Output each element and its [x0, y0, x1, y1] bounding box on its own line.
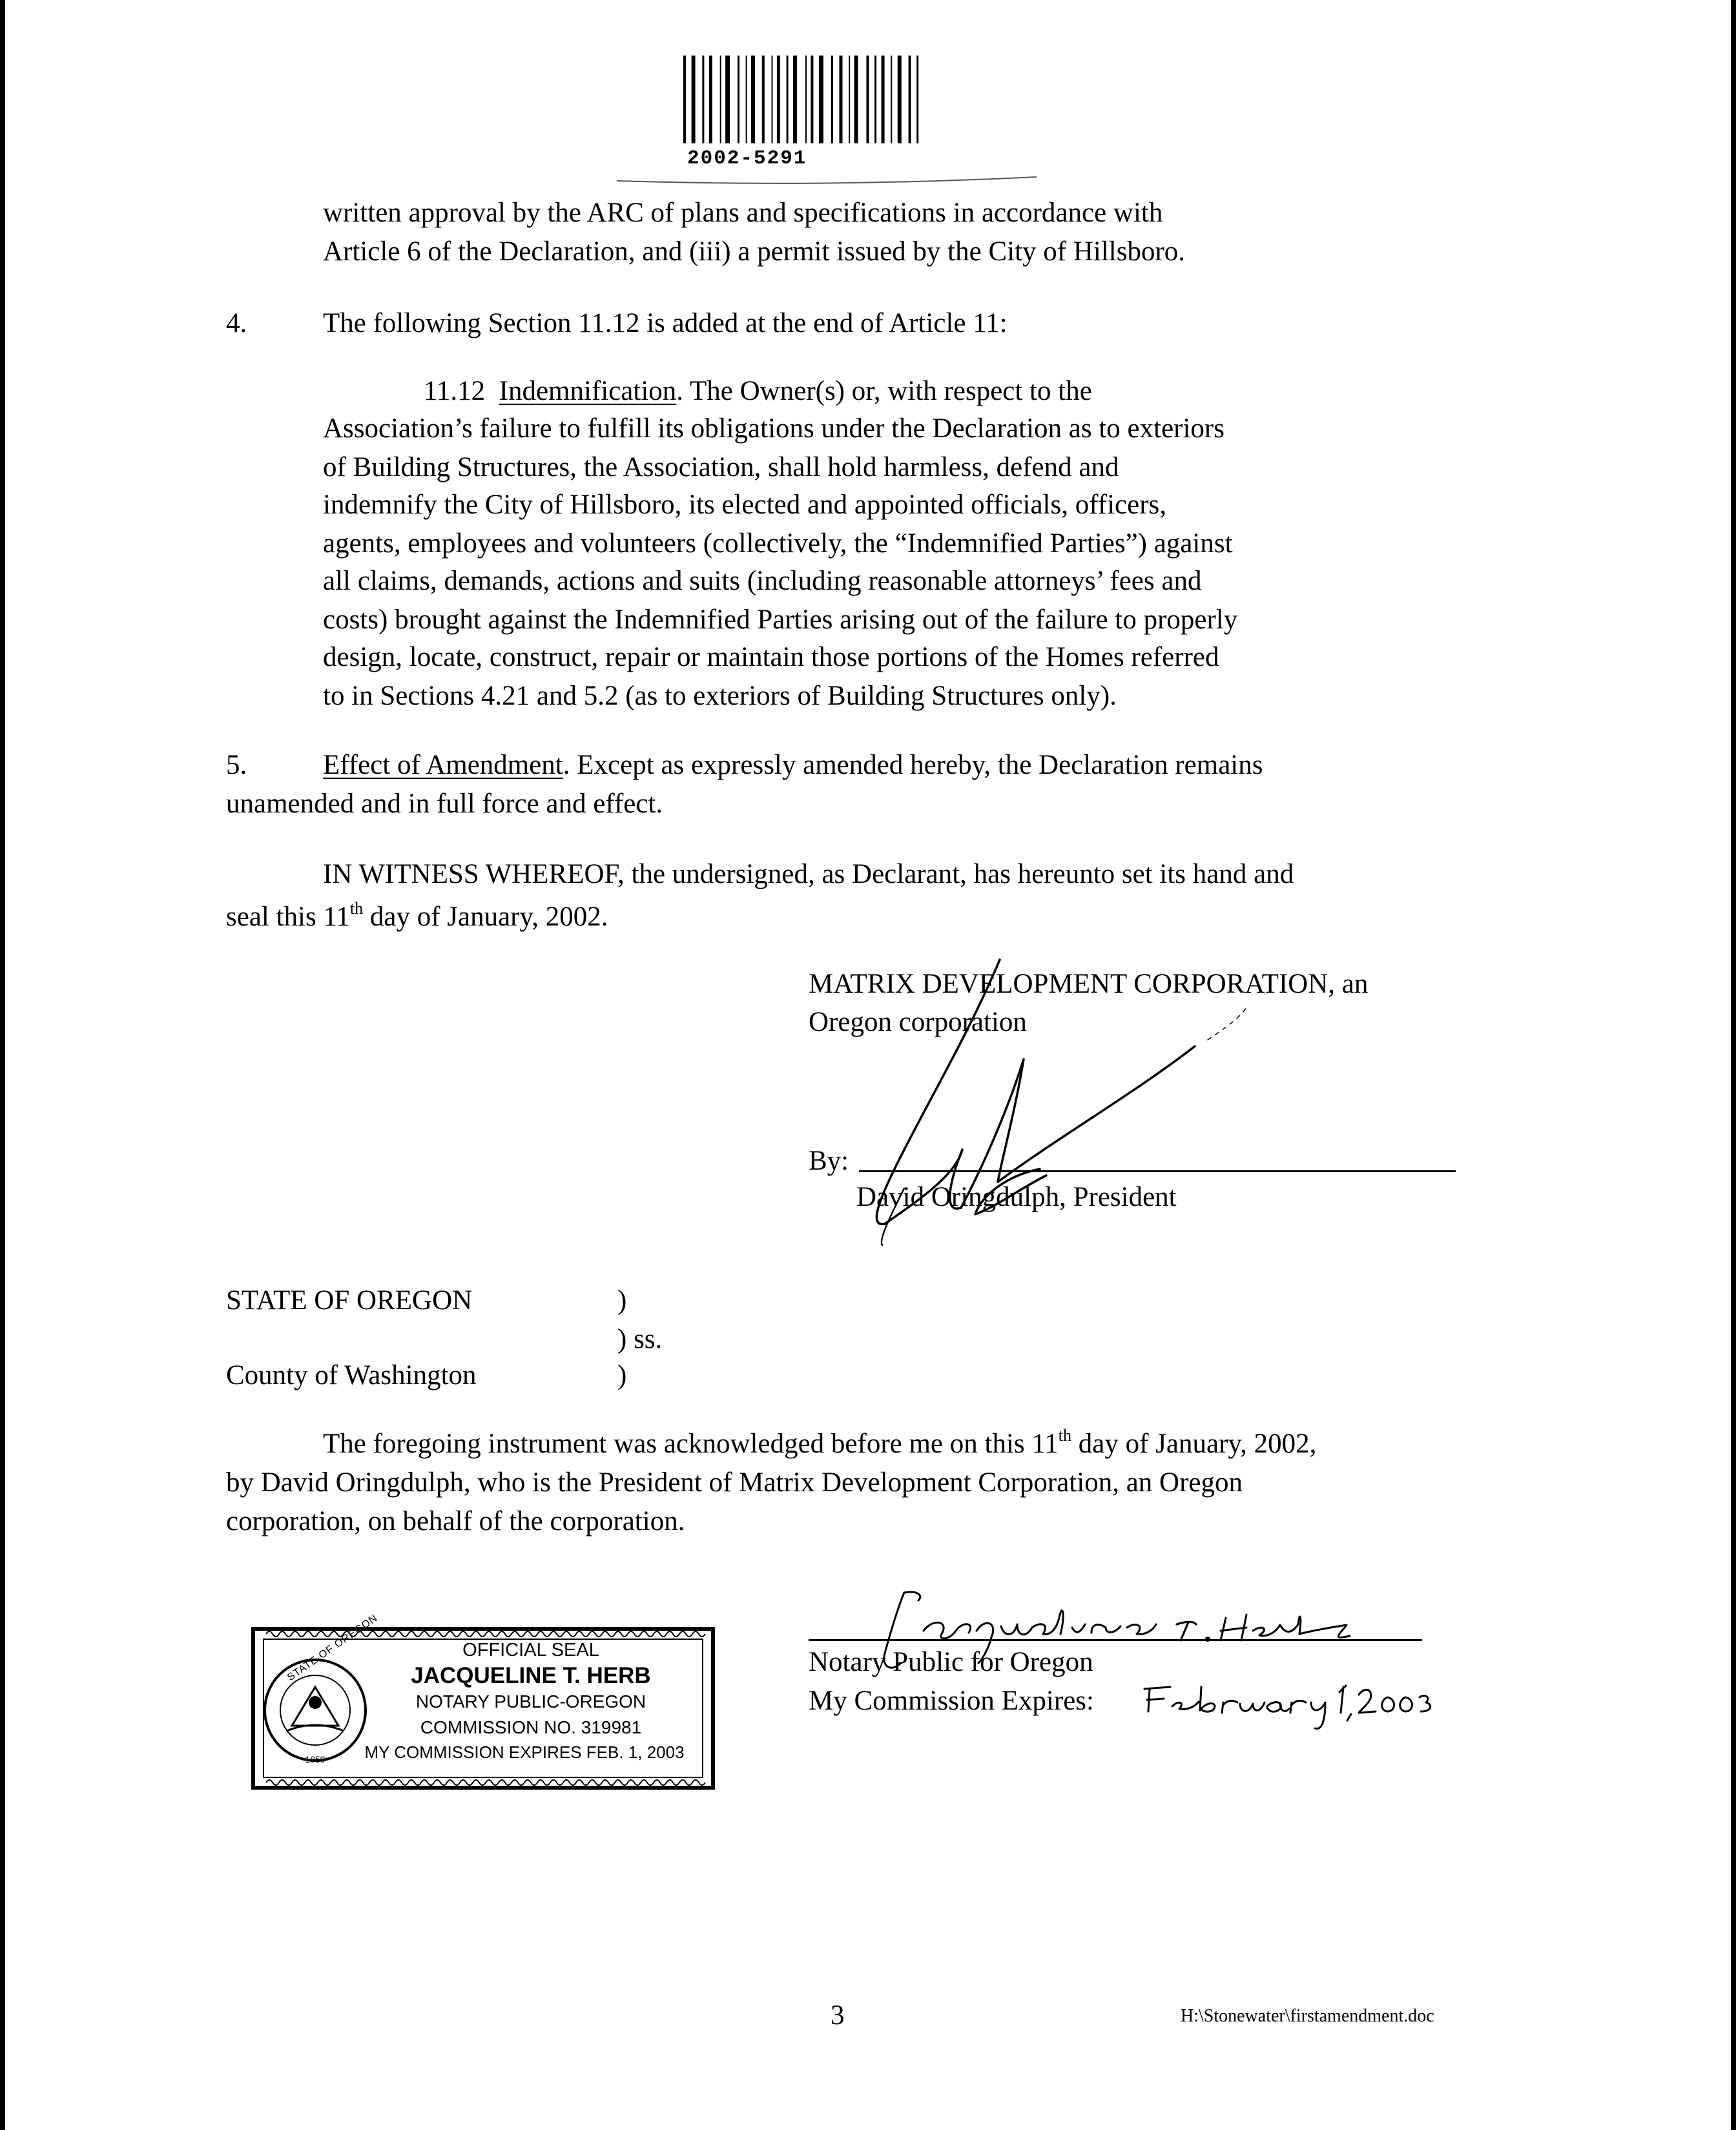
barcode-bar — [898, 56, 902, 143]
barcode-bar — [738, 56, 739, 143]
seal-emblem-text: STATE OF OREGON — [285, 1612, 380, 1684]
barcode-number: 2002-5291 — [687, 147, 807, 170]
item-5-first-line-rest: . Except as expressly amended hereby, the Declaration remains — [563, 750, 1263, 780]
section-line: Association’s failure to fulfill its obligations under the Declaration as to exteriors — [323, 413, 1224, 444]
barcode-bar — [819, 56, 823, 143]
barcode-bar — [916, 56, 918, 143]
item-5-line-2: unamended and in full force and effect. — [226, 789, 663, 819]
barcode-bar — [683, 56, 686, 143]
item-4-number: 4. — [226, 308, 247, 338]
barcode-bar — [725, 56, 730, 143]
venue-ss: ) ss. — [617, 1324, 663, 1354]
seal-emblem-year: 1859 — [305, 1754, 326, 1764]
seal-name: JACQUELINE T. HERB — [411, 1663, 651, 1688]
barcode-bar — [909, 56, 911, 143]
seal-line-4: COMMISSION NO. 319981 — [420, 1717, 642, 1737]
barcode-bar — [720, 56, 721, 143]
acknowledgment-line-3: corporation, on behalf of the corporation. — [226, 1506, 685, 1536]
barcode-bar — [840, 56, 843, 143]
barcode-bar — [793, 56, 797, 143]
barcode-bar — [811, 56, 813, 143]
barcode-bar — [831, 56, 833, 143]
item-4-text: The following Section 11.12 is added at the end of Article 11: — [323, 308, 1008, 338]
section-line: all claims, demands, actions and suits (including reasonable attorneys’ fees and — [323, 566, 1202, 596]
barcode-bar — [854, 56, 858, 143]
notary-seal — [247, 1612, 719, 1794]
corporation-line-2: Oregon corporation — [809, 1007, 1027, 1037]
venue-state: STATE OF OREGON — [226, 1285, 473, 1316]
acknowledgment-line-2: by David Oringdulph, who is the President of Matrix Development Corporation, an Oregon — [226, 1467, 1243, 1498]
section-first-line-rest: . The Owner(s) or, with respect to the — [676, 376, 1092, 406]
footer-file-path: H:\Stonewater\firstamendment.doc — [1181, 2006, 1434, 2026]
barcode-bar — [787, 56, 789, 143]
notary-title: Notary Public for Oregon — [809, 1647, 1093, 1677]
barcode-bar — [751, 56, 755, 143]
item-5-first-line — [323, 746, 1263, 785]
notary-signature-line — [809, 1639, 1422, 1641]
venue-paren-top: ) — [617, 1285, 627, 1316]
witness-line-2: seal this 11th day of January, 2002. — [226, 899, 608, 932]
section-line: to in Sections 4.21 and 5.2 (as to exteriors of Building Structures only). — [323, 681, 1117, 711]
item-5-title: Effect of Amendment — [323, 750, 563, 780]
barcode-bar — [777, 56, 780, 143]
commission-label: My Commission Expires: — [809, 1686, 1094, 1716]
section-title: Indemnification — [499, 376, 677, 406]
section-line: agents, employees and volunteers (collectively, the “Indemnified Parties”) against — [323, 528, 1233, 559]
signer-name: David Oringdulph, President — [856, 1182, 1177, 1212]
barcode-bar — [702, 56, 704, 143]
barcode-bar — [849, 56, 850, 143]
section-number: 11.12 — [424, 376, 486, 406]
barcode-bar — [692, 56, 696, 143]
corporation-line-1: MATRIX DEVELOPMENT CORPORATION, an — [809, 969, 1369, 999]
barcode-bar — [709, 56, 712, 143]
barcode-bar — [882, 56, 885, 143]
section-line: indemnify the City of Hillsboro, its elected and appointed officials, officers, — [323, 490, 1167, 520]
barcode-bar — [874, 56, 876, 143]
seal-line-5: MY COMMISSION EXPIRES FEB. 1, 2003 — [364, 1742, 685, 1762]
section-line: costs) brought against the Indemnified Parties arising out of the failure to properly — [323, 605, 1238, 635]
continuation-line-2: Article 6 of the Declaration, and (iii) a permit issued by the City of Hillsboro. — [323, 236, 1186, 267]
section-line: of Building Structures, the Association, shall hold harmless, defend and — [323, 452, 1119, 482]
venue-county: County of Washington — [226, 1360, 477, 1391]
seal-title: OFFICIAL SEAL — [462, 1640, 599, 1660]
section-line: design, locate, construct, repair or maintain those portions of the Homes referred — [323, 642, 1219, 672]
barcode-image — [683, 56, 978, 152]
signature-line — [859, 1170, 1456, 1172]
page-number: 3 — [831, 2000, 845, 2031]
barcode-underline — [614, 173, 1040, 189]
venue-paren-bottom: ) — [617, 1360, 627, 1391]
acknowledgment-line-1: The foregoing instrument was acknowledged before me on this 11th day of January, 2002, — [323, 1426, 1317, 1459]
barcode-bar — [891, 56, 892, 143]
witness-line-1: IN WITNESS WHEREOF, the undersigned, as Declarant, has hereunto set its hand and — [323, 859, 1294, 889]
barcode-bar — [867, 56, 869, 143]
barcode-bar — [746, 56, 747, 143]
barcode-bar — [805, 56, 807, 143]
continuation-line-1: written approval by the ARC of plans and specifications in accordance with — [323, 198, 1163, 228]
by-label: By: — [809, 1146, 849, 1176]
seal-line-3: NOTARY PUBLIC-OREGON — [415, 1691, 646, 1711]
barcode-bar — [772, 56, 773, 143]
barcode-bar — [762, 56, 765, 143]
item-5-number: 5. — [226, 750, 247, 780]
section-11-12-first-line — [424, 372, 1092, 411]
